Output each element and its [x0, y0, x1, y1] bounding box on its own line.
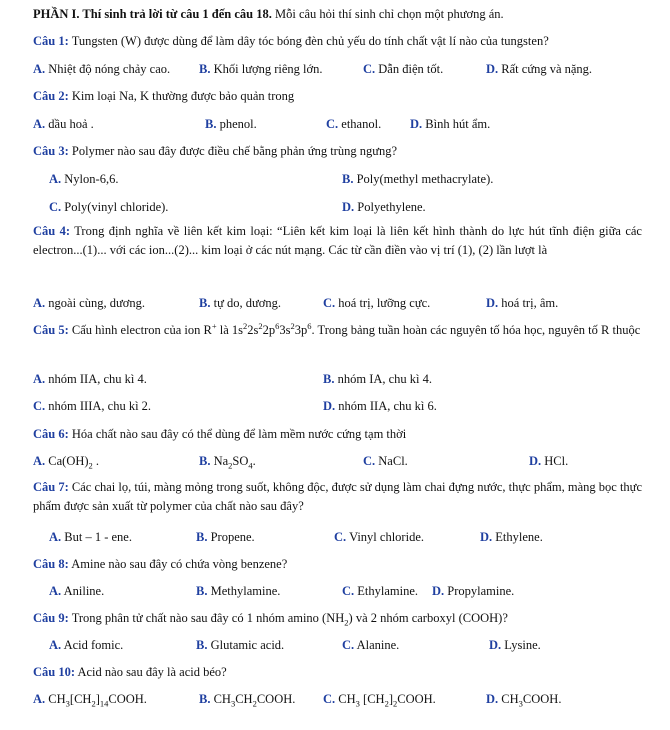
option-c[interactable]: C. Ethylamine. — [342, 584, 419, 598]
option-b[interactable]: B. tự do, dương. — [199, 296, 281, 310]
option-c[interactable]: C. ethanol. — [326, 117, 382, 131]
section-note: Mỗi câu hỏi thí sinh chỉ chọn một phương án. — [275, 7, 504, 21]
question-number: Câu 9: — [33, 611, 69, 625]
question-text-post: . Trong bảng tuần hoàn các nguyên tố hóa học, nguyên tố R thuộc — [311, 323, 641, 337]
option-c[interactable]: C. Poly(vinyl chloride). — [49, 200, 169, 214]
option-a[interactable]: A. $CH_3[CH_2]_{14}COOH$. — [33, 692, 147, 709]
question-text-post: ) và 2 nhóm carboxyl (COOH)? — [348, 611, 508, 625]
option-a[interactable]: A. $Ca(OH)_2$ . — [33, 454, 100, 471]
question-number: Câu 3: — [33, 144, 69, 158]
question-number: Câu 4: — [33, 224, 71, 238]
option-c[interactable]: C. $CH_3$ $[CH_2]_2COOH$. — [323, 692, 436, 709]
question-text: Tungsten (W) được dùng để làm dây tóc bóng đèn chủ yếu do tính chất vật lí nào của tungsten? — [71, 34, 549, 48]
question-text: Trong định nghĩa về liên kết kim loại: “Liên kết kim loại là liên kết hình thành do lực hút tĩnh điện giữa các electron...(1)... với các ion...(2)... kim loại ở các nút mạng. Các từ cần điền vào vị trí (1), (2) lần lượt là — [33, 224, 642, 258]
question-number: Câu 10: — [33, 665, 76, 679]
question-10 — [33, 664, 642, 681]
option-c[interactable]: C. NaCl. — [363, 454, 408, 468]
option-a[interactable]: A. But – 1 - ene. — [49, 530, 132, 544]
option-d[interactable]: D. Lysine. — [489, 638, 541, 652]
option-a[interactable]: A. Nhiệt độ nóng chảy cao. — [33, 62, 171, 76]
option-c[interactable]: C. hoá trị, lưỡng cực. — [323, 296, 431, 310]
option-d[interactable]: D. $CH_3COOH$. — [486, 692, 562, 709]
option-b[interactable]: B. nhóm IA, chu kì 4. — [323, 372, 433, 386]
option-a[interactable]: A. nhóm IIA, chu kì 4. — [33, 372, 147, 386]
option-b[interactable]: B. $CH_3CH_2COOH$. — [199, 692, 296, 709]
question-9: Câu 9: Trong phân tử chất nào sau đây có 1 nhóm amino $(NH_2)$ và 2 nhóm carboxyl (COOH)? — [33, 611, 508, 628]
section-title: PHẦN I. Thí sinh trả lời từ câu 1 đến câu 18. — [33, 7, 272, 21]
option-d[interactable]: D. HCl. — [529, 454, 569, 468]
question-text: Amine nào sau đây có chứa vòng benzene? — [71, 557, 288, 571]
question-7 — [33, 478, 642, 517]
option-b[interactable]: B. Khối lượng riêng lớn. — [199, 62, 323, 76]
option-c[interactable]: C. nhóm IIIA, chu kì 2. — [33, 399, 152, 413]
question-number: Câu 6: — [33, 427, 69, 441]
question-6 — [33, 426, 642, 443]
question-1 — [33, 33, 642, 50]
option-b[interactable]: B. phenol. — [205, 117, 257, 131]
question-3 — [33, 143, 642, 160]
option-b[interactable]: B. $Na_2SO_4$. — [199, 454, 256, 471]
question-text: Hóa chất nào sau đây có thể dùng để làm mềm nước cứng tạm thời — [71, 427, 407, 441]
question-text: Kim loại Na, K thường được bảo quản trong — [71, 89, 295, 103]
option-d[interactable]: D. Ethylene. — [480, 530, 543, 544]
question-number: Câu 8: — [33, 557, 69, 571]
question-8 — [33, 556, 642, 573]
option-a[interactable]: A. ngoài cùng, dương. — [33, 296, 145, 310]
question-text-pre: Trong phân tử chất nào sau đây có 1 nhóm amino (NH — [71, 611, 345, 625]
option-c[interactable]: C. Dẫn điện tốt. — [363, 62, 444, 76]
option-d[interactable]: D. Propylamine. — [432, 584, 515, 598]
section-header — [33, 6, 642, 23]
question-4 — [33, 222, 642, 261]
question-text-mid: là 1s — [219, 323, 243, 337]
option-c[interactable]: C. Vinyl chloride. — [334, 530, 424, 544]
question-number: Câu 2: — [33, 89, 69, 103]
option-b[interactable]: B. Glutamic acid. — [196, 638, 285, 652]
option-b[interactable]: B. Propene. — [196, 530, 255, 544]
question-2 — [33, 88, 642, 105]
option-a[interactable]: A. Nylon-6,6. — [49, 172, 119, 186]
question-5: Câu 5: Cấu hình electron của ion R+ là $1s^22s^22p^63s^23p^6$. Trong bảng tuần hoàn các nguyên tố hóa học, nguyên tố R thuộc — [33, 320, 641, 337]
question-text: Polymer nào sau đây được điều chế bằng phản ứng trùng ngưng? — [71, 144, 398, 158]
option-b[interactable]: B. Methylamine. — [196, 584, 281, 598]
option-d[interactable]: D. Bình hút ẩm. — [410, 117, 491, 131]
option-a[interactable]: A. dầu hoả . — [33, 117, 94, 131]
question-number: Câu 1: — [33, 34, 69, 48]
option-d[interactable]: D. nhóm IIA, chu kì 6. — [323, 399, 437, 413]
option-b[interactable]: B. Poly(methyl methacrylate). — [342, 172, 494, 186]
option-a[interactable]: A. Aniline. — [49, 584, 105, 598]
question-text-pre: Cấu hình electron của ion R — [71, 323, 212, 337]
option-a[interactable]: A. Acid fomic. — [49, 638, 124, 652]
question-text: Acid nào sau đây là acid béo? — [77, 665, 227, 679]
option-d[interactable]: D. hoá trị, âm. — [486, 296, 559, 310]
option-d[interactable]: D. Polyethylene. — [342, 200, 426, 214]
option-c[interactable]: C. Alanine. — [342, 638, 400, 652]
question-number: Câu 7: — [33, 480, 69, 494]
option-d[interactable]: D. Rất cứng và nặng. — [486, 62, 593, 76]
question-text: Các chai lọ, túi, màng mỏng trong suốt, không độc, được sử dụng làm chai đựng nước, thực phẩm, màng bọc thực phẩm được sản xuất từ polymer của chất nào sau đây? — [33, 480, 642, 514]
question-number: Câu 5: — [33, 323, 69, 337]
